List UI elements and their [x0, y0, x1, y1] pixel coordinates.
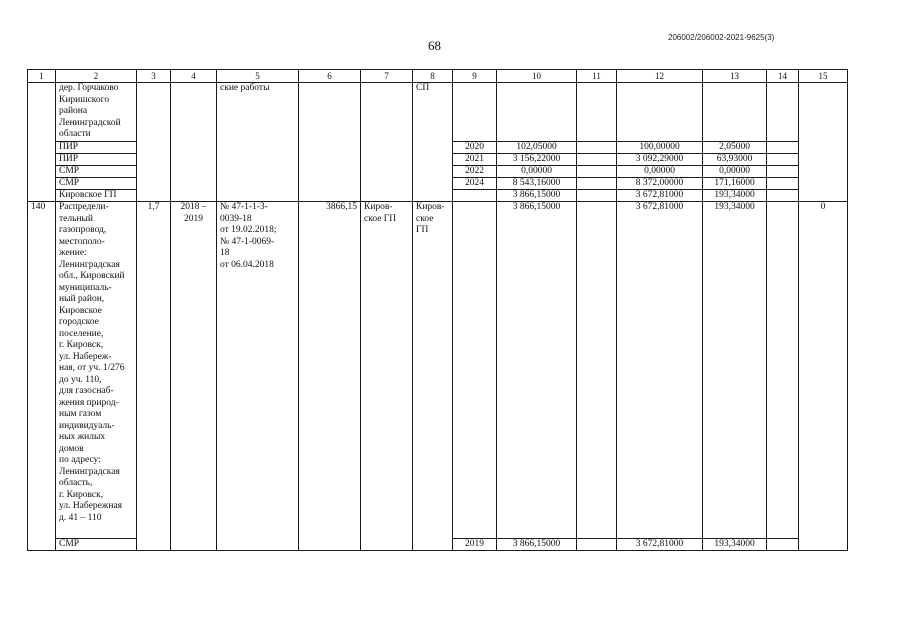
stage-cell: СМР: [56, 178, 137, 190]
amount-cell: 3 866,15000: [497, 539, 577, 551]
header-cell: 14: [767, 70, 799, 83]
amount-cell: 3 092,29000: [617, 154, 703, 166]
header-cell: 6: [299, 70, 361, 83]
length-cell: 1,7: [137, 202, 171, 539]
header-cell: 12: [617, 70, 703, 83]
table-row: [28, 83, 848, 142]
location-cell: дер. Горчаково Киришского района Ленинградской области: [56, 83, 137, 142]
table-row-total: [28, 190, 848, 202]
amount-cell: 100,00000: [617, 142, 703, 154]
amount-cell: 3 866,15000: [497, 202, 577, 539]
header-cell: 4: [171, 70, 217, 83]
amount-cell: 193,34000: [703, 190, 767, 202]
header-cell: 7: [361, 70, 413, 83]
table-row: [28, 178, 848, 190]
table-row: [28, 142, 848, 154]
amount-cell: 3 866,15000: [497, 190, 577, 202]
amount-cell: 3 672,81000: [617, 539, 703, 551]
header-cell: 10: [497, 70, 577, 83]
amount-cell: 8 372,00000: [617, 178, 703, 190]
amount-cell: 193,34000: [703, 202, 767, 539]
amount-cell: 193,34000: [703, 539, 767, 551]
amount-cell: 0: [799, 202, 848, 539]
amount-cell: 8 543,16000: [497, 178, 577, 190]
amount-cell: 63,93000: [703, 154, 767, 166]
table-row: [28, 154, 848, 166]
description-cell: Распредели- тельный газопровод, местополо- жение: Ленинградская обл., Кировский муниципаль- ный район, Кировское городское поселение, г. Кировск, ул. Набереж- ная, от уч. 1/276 до уч. 110, для газоснаб- жения природ- ным газом индивидуаль- ных жилых домов по адресу: Ленинградская область, г. Кировск, ул. Набережная д. 41 – 110: [56, 202, 137, 539]
year-cell: 2019: [453, 539, 497, 551]
cost-cell: 3866,15: [299, 202, 361, 539]
stage-cell: ПИР: [56, 154, 137, 166]
year-cell: 2021: [453, 154, 497, 166]
table-row: [28, 166, 848, 178]
amount-cell: 3 672,81000: [617, 190, 703, 202]
owner-cell: СП: [413, 83, 453, 142]
page-number: 68: [428, 38, 441, 53]
data-table: [27, 69, 848, 551]
stage-cell: СМР: [56, 539, 137, 551]
amount-cell: 3 672,81000: [617, 202, 703, 539]
amount-cell: 0,00000: [617, 166, 703, 178]
work-type-cell: ские работы: [217, 83, 299, 142]
header-cell: 9: [453, 70, 497, 83]
permit-cell: № 47-1-1-3- 0039-18 от 19.02.2018; № 47-1-0069- 18 от 06.04.2018: [217, 202, 299, 539]
amount-cell: 171,16000: [703, 178, 767, 190]
amount-cell: 3 156,22000: [497, 154, 577, 166]
header-cell: 15: [799, 70, 848, 83]
header-cell: 11: [577, 70, 617, 83]
header-cell: 3: [137, 70, 171, 83]
header-cell: 13: [703, 70, 767, 83]
row-number-cell: 140: [28, 202, 56, 539]
stage-cell: ПИР: [56, 142, 137, 154]
header-cell: 2: [56, 70, 137, 83]
year-cell: 2024: [453, 178, 497, 190]
amount-cell: 102,05000: [497, 142, 577, 154]
amount-cell: 0,00000: [497, 166, 577, 178]
year-cell: 2020: [453, 142, 497, 154]
year-cell: 2022: [453, 166, 497, 178]
total-label-cell: Кировское ГП: [56, 190, 137, 202]
header-row: [28, 70, 848, 83]
table-row: [28, 539, 848, 551]
header-cell: 5: [217, 70, 299, 83]
amount-cell: 2,05000: [703, 142, 767, 154]
owner-cell: Киров- ское ГП: [413, 202, 453, 539]
table-row: [28, 202, 848, 539]
amount-cell: 0,00000: [703, 166, 767, 178]
header-cell: 1: [28, 70, 56, 83]
stage-cell: СМР: [56, 166, 137, 178]
header-cell: 8: [413, 70, 453, 83]
period-cell: 2018 – 2019: [171, 202, 217, 539]
customer-cell: Киров- ское ГП: [361, 202, 413, 539]
document-code: 206002/206002-2021-9625(3): [668, 33, 775, 42]
